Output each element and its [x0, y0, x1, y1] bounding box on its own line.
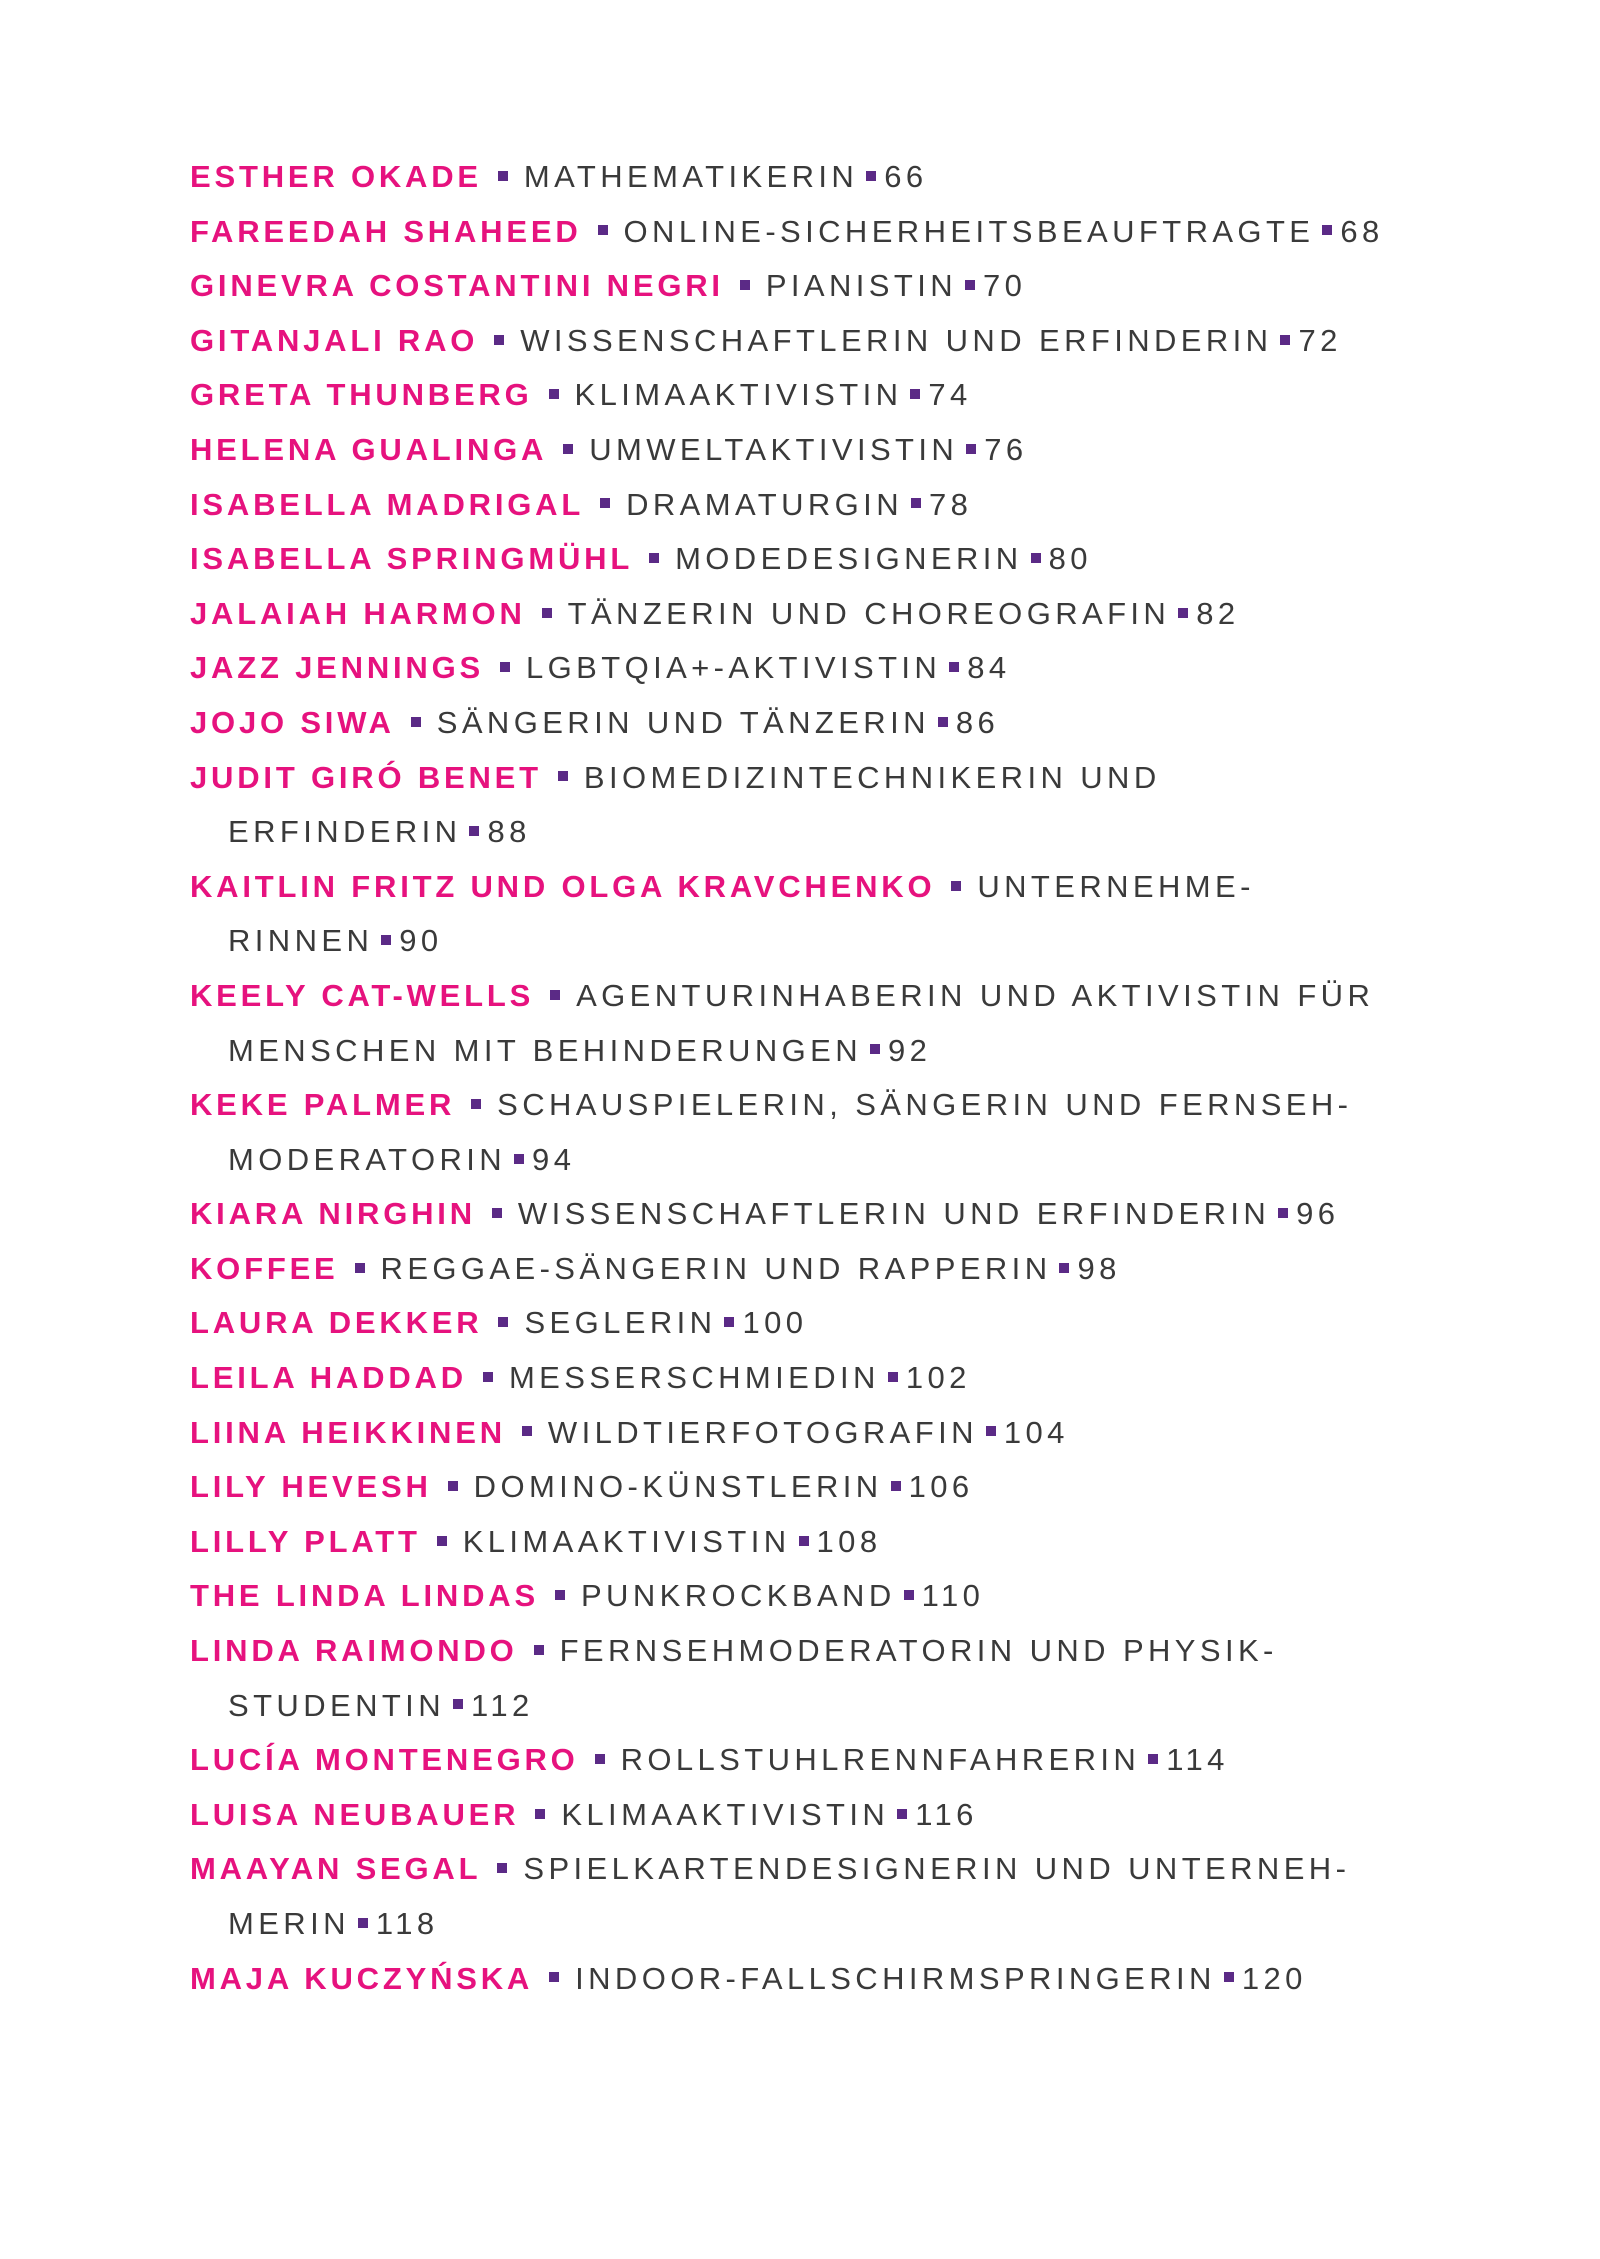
- table-of-contents: [190, 150, 1470, 2006]
- profession: MATHEMATIKERIN: [523, 159, 859, 194]
- person-name: FAREEDAH SHAHEED: [190, 213, 582, 249]
- toc-entry-line: [190, 205, 1470, 260]
- toc-entry-line: [190, 587, 1470, 642]
- toc-entry-line: [190, 1351, 1470, 1406]
- person-name: HELENA GUALINGA: [190, 431, 548, 467]
- square-bullet-icon: [549, 1972, 559, 1982]
- page-number: 96: [1296, 1196, 1340, 1232]
- toc-entry-line: [190, 1460, 1470, 1515]
- square-bullet-icon: [965, 280, 975, 290]
- square-bullet-icon: [555, 1590, 565, 1600]
- person-name: LILY HEVESH: [190, 1469, 432, 1505]
- square-bullet-icon: [497, 1863, 507, 1873]
- toc-entry-line: [190, 751, 1470, 806]
- person-name: KOFFEE: [190, 1250, 339, 1286]
- profession: UNTERNEHME-: [977, 868, 1255, 904]
- square-bullet-icon: [448, 1481, 458, 1491]
- person-name: LILLY PLATT: [190, 1523, 421, 1559]
- square-bullet-icon: [437, 1536, 447, 1546]
- toc-entry: [190, 696, 1470, 751]
- toc-entry: [190, 587, 1470, 642]
- page-number: 118: [375, 1906, 439, 1941]
- profession-continued: MODERATORIN: [228, 1141, 507, 1177]
- square-bullet-icon: [498, 171, 508, 181]
- square-bullet-icon: [724, 1317, 734, 1327]
- toc-entry-line: [190, 1242, 1470, 1297]
- page-number: 78: [928, 486, 973, 522]
- person-name: KIARA NIRGHIN: [190, 1196, 476, 1232]
- page-number: 104: [1003, 1414, 1069, 1450]
- toc-entry-continuation: [190, 1679, 1470, 1734]
- toc-entry: [190, 1187, 1470, 1242]
- toc-entry-line: [190, 1187, 1470, 1242]
- square-bullet-icon: [483, 1372, 493, 1382]
- square-bullet-icon: [740, 280, 750, 290]
- toc-entry: [190, 1788, 1470, 1843]
- square-bullet-icon: [891, 1481, 901, 1491]
- toc-entry-line: [190, 1406, 1470, 1461]
- page-number: 66: [884, 159, 928, 194]
- square-bullet-icon: [595, 1754, 605, 1764]
- square-bullet-icon: [494, 335, 504, 345]
- profession: PIANISTIN: [765, 268, 958, 304]
- person-name: GITANJALI RAO: [190, 322, 479, 358]
- toc-entry: [190, 1842, 1470, 1951]
- profession: ROLLSTUHLRENNFAHRERIN: [620, 1742, 1141, 1778]
- page-number: 76: [984, 431, 1028, 467]
- square-bullet-icon: [897, 1809, 907, 1819]
- toc-entry: [190, 1351, 1470, 1406]
- profession: SEGLERIN: [524, 1305, 717, 1341]
- person-name: JAZZ JENNINGS: [190, 650, 484, 686]
- square-bullet-icon: [870, 1044, 880, 1054]
- profession: KLIMAAKTIVISTIN: [462, 1523, 791, 1559]
- page-number: 114: [1166, 1742, 1229, 1778]
- toc-entry-continuation: [190, 1897, 1470, 1952]
- square-bullet-icon: [799, 1536, 809, 1546]
- profession: BIOMEDIZINTECHNIKERIN UND: [583, 759, 1161, 795]
- profession: MODEDESIGNERIN: [675, 541, 1023, 577]
- toc-entry-line: [190, 1842, 1470, 1897]
- toc-entry-continuation: [190, 805, 1470, 860]
- square-bullet-icon: [453, 1699, 463, 1709]
- toc-entry: [190, 1515, 1470, 1570]
- profession-continued: MERIN: [228, 1906, 350, 1941]
- profession: SPIELKARTENDESIGNERIN UND UNTERNEH-: [523, 1851, 1351, 1887]
- page-number: 100: [742, 1305, 808, 1341]
- profession: PUNKROCKBAND: [580, 1578, 896, 1614]
- profession: SCHAUSPIELERIN, SÄNGERIN UND FERNSEH-: [497, 1087, 1353, 1123]
- profession: ONLINE-SICHERHEITSBEAUFTRAGTE: [623, 213, 1315, 249]
- toc-entry-line: [190, 478, 1470, 533]
- toc-entry-line: [190, 1788, 1470, 1843]
- person-name: LINDA RAIMONDO: [190, 1633, 518, 1669]
- profession: FERNSEHMODERATORIN UND PHYSIK-: [559, 1633, 1278, 1669]
- person-name: LEILA HADDAD: [190, 1360, 467, 1396]
- square-bullet-icon: [471, 1099, 481, 1109]
- toc-entry: [190, 969, 1470, 1078]
- toc-entry: [190, 1406, 1470, 1461]
- person-name: LUISA NEUBAUER: [190, 1796, 520, 1832]
- page-number: 108: [816, 1523, 882, 1559]
- person-name: LIINA HEIKKINEN: [190, 1414, 506, 1450]
- toc-entry-continuation: [190, 1024, 1470, 1079]
- square-bullet-icon: [866, 171, 876, 181]
- person-name: ISABELLA SPRINGMÜHL: [190, 541, 634, 577]
- page-number: 82: [1196, 595, 1240, 631]
- square-bullet-icon: [600, 498, 610, 508]
- person-name: JUDIT GIRÓ BENET: [190, 759, 542, 795]
- square-bullet-icon: [1178, 608, 1188, 618]
- toc-entry-line: [190, 1733, 1470, 1788]
- square-bullet-icon: [550, 990, 560, 1000]
- square-bullet-icon: [358, 1918, 368, 1928]
- page-number: 70: [983, 268, 1027, 304]
- toc-entry: [190, 751, 1470, 860]
- square-bullet-icon: [514, 1154, 524, 1164]
- page-number: 102: [905, 1360, 971, 1396]
- square-bullet-icon: [649, 553, 659, 563]
- profession: DRAMATURGIN: [626, 486, 903, 522]
- toc-entry: [190, 532, 1470, 587]
- square-bullet-icon: [558, 771, 568, 781]
- toc-entry-line: [190, 532, 1470, 587]
- toc-entry-line: [190, 1624, 1470, 1679]
- page-number: 90: [399, 923, 443, 959]
- square-bullet-icon: [949, 662, 959, 672]
- square-bullet-icon: [598, 225, 608, 235]
- profession: WISSENSCHAFTLERIN UND ERFINDERIN: [517, 1196, 1271, 1232]
- toc-entry-line: [190, 1569, 1470, 1624]
- toc-entry: [190, 1078, 1470, 1187]
- page-number: 92: [887, 1032, 932, 1068]
- profession: INDOOR-FALLSCHIRMSPRINGERIN: [575, 1960, 1216, 1996]
- square-bullet-icon: [522, 1426, 532, 1436]
- profession: KLIMAAKTIVISTIN: [561, 1796, 890, 1832]
- toc-entry: [190, 368, 1470, 423]
- profession-continued: ERFINDERIN: [228, 814, 462, 850]
- profession-continued: MENSCHEN MIT BEHINDERUNGEN: [228, 1032, 862, 1068]
- square-bullet-icon: [904, 1590, 914, 1600]
- toc-entry-line: [190, 1078, 1470, 1133]
- toc-entry: [190, 1733, 1470, 1788]
- person-name: KEKE PALMER: [190, 1087, 456, 1123]
- page-number: 110: [921, 1578, 985, 1614]
- person-name: JALAIAH HARMON: [190, 595, 526, 631]
- toc-entry-line: [190, 860, 1470, 915]
- square-bullet-icon: [469, 826, 479, 836]
- toc-entry-continuation: [190, 914, 1470, 969]
- person-name: MAJA KUCZYŃSKA: [190, 1960, 534, 1996]
- square-bullet-icon: [535, 1809, 545, 1819]
- toc-entry-line: [190, 1296, 1470, 1351]
- person-name: KAITLIN FRITZ UND OLGA KRAVCHENKO: [190, 868, 936, 904]
- page-number: 80: [1048, 541, 1092, 577]
- square-bullet-icon: [938, 717, 948, 727]
- square-bullet-icon: [498, 1317, 508, 1327]
- toc-entry-continuation: [190, 1133, 1470, 1188]
- person-name: GRETA THUNBERG: [190, 377, 533, 413]
- profession: UMWELTAKTIVISTIN: [589, 431, 959, 467]
- profession: KLIMAAKTIVISTIN: [574, 377, 903, 413]
- profession-continued: RINNEN: [228, 923, 374, 959]
- square-bullet-icon: [966, 444, 976, 454]
- toc-entry-line: [190, 1515, 1470, 1570]
- toc-entry: [190, 860, 1470, 969]
- toc-entry: [190, 1242, 1470, 1297]
- square-bullet-icon: [1224, 1972, 1234, 1982]
- square-bullet-icon: [1322, 225, 1332, 235]
- person-name: ISABELLA MADRIGAL: [190, 486, 585, 522]
- page-number: 94: [532, 1141, 576, 1177]
- toc-entry: [190, 150, 1470, 205]
- toc-entry-line: [190, 696, 1470, 751]
- page-number: 86: [955, 704, 1000, 740]
- page-number: 74: [928, 377, 972, 413]
- toc-entry: [190, 314, 1470, 369]
- square-bullet-icon: [888, 1372, 898, 1382]
- square-bullet-icon: [1280, 335, 1290, 345]
- square-bullet-icon: [986, 1426, 996, 1436]
- toc-entry: [190, 1624, 1470, 1733]
- toc-entry: [190, 1460, 1470, 1515]
- square-bullet-icon: [951, 881, 961, 891]
- page-number: 120: [1241, 1960, 1307, 1996]
- page-number: 88: [487, 814, 531, 850]
- page-number: 72: [1298, 322, 1342, 358]
- square-bullet-icon: [563, 444, 573, 454]
- toc-entry-line: [190, 314, 1470, 369]
- page-number: 84: [967, 650, 1011, 686]
- toc-entry-line: [190, 969, 1470, 1024]
- person-name: KEELY CAT-WELLS: [190, 977, 535, 1013]
- profession: WILDTIERFOTOGRAFIN: [547, 1414, 978, 1450]
- profession: TÄNZERIN UND CHOREOGRAFIN: [567, 595, 1171, 631]
- profession-continued: STUDENTIN: [228, 1687, 445, 1723]
- square-bullet-icon: [1278, 1208, 1288, 1218]
- toc-entry: [190, 1569, 1470, 1624]
- toc-entry-line: [190, 150, 1470, 205]
- square-bullet-icon: [492, 1208, 502, 1218]
- page-number: 112: [471, 1687, 534, 1723]
- person-name: LAURA DEKKER: [190, 1305, 483, 1341]
- person-name: THE LINDA LINDAS: [190, 1578, 539, 1614]
- square-bullet-icon: [910, 389, 920, 399]
- square-bullet-icon: [549, 389, 559, 399]
- person-name: GINEVRA COSTANTINI NEGRI: [190, 268, 724, 304]
- page-number: 106: [908, 1469, 974, 1505]
- square-bullet-icon: [911, 498, 921, 508]
- person-name: ESTHER OKADE: [190, 159, 482, 194]
- profession: AGENTURINHABERIN UND AKTIVISTIN FÜR: [576, 977, 1375, 1013]
- square-bullet-icon: [411, 717, 421, 727]
- square-bullet-icon: [542, 608, 552, 618]
- square-bullet-icon: [355, 1263, 365, 1273]
- toc-entry: [190, 1296, 1470, 1351]
- person-name: LUCÍA MONTENEGRO: [190, 1742, 579, 1778]
- person-name: MAAYAN SEGAL: [190, 1851, 482, 1887]
- toc-entry-line: [190, 1952, 1470, 2007]
- toc-entry: [190, 205, 1470, 260]
- person-name: JOJO SIWA: [190, 704, 395, 740]
- profession: WISSENSCHAFTLERIN UND ERFINDERIN: [520, 322, 1273, 358]
- toc-entry: [190, 641, 1470, 696]
- square-bullet-icon: [1148, 1754, 1158, 1764]
- square-bullet-icon: [1031, 553, 1041, 563]
- page-number: 98: [1077, 1250, 1121, 1286]
- toc-entry-line: [190, 368, 1470, 423]
- profession: DOMINO-KÜNSTLERIN: [473, 1469, 883, 1505]
- toc-entry: [190, 423, 1470, 478]
- square-bullet-icon: [1059, 1263, 1069, 1273]
- toc-entry-line: [190, 423, 1470, 478]
- page-number: 68: [1340, 213, 1384, 249]
- profession: MESSERSCHMIEDIN: [508, 1360, 880, 1396]
- toc-entry: [190, 259, 1470, 314]
- page-number: 116: [915, 1796, 978, 1832]
- profession: LGBTQIA+-AKTIVISTIN: [526, 650, 942, 686]
- profession: REGGAE-SÄNGERIN UND RAPPERIN: [380, 1250, 1052, 1286]
- profession: SÄNGERIN UND TÄNZERIN: [436, 704, 930, 740]
- toc-entry-line: [190, 641, 1470, 696]
- toc-entry: [190, 1952, 1470, 2007]
- square-bullet-icon: [381, 935, 391, 945]
- square-bullet-icon: [500, 662, 510, 672]
- square-bullet-icon: [534, 1645, 544, 1655]
- toc-entry: [190, 478, 1470, 533]
- toc-entry-line: [190, 259, 1470, 314]
